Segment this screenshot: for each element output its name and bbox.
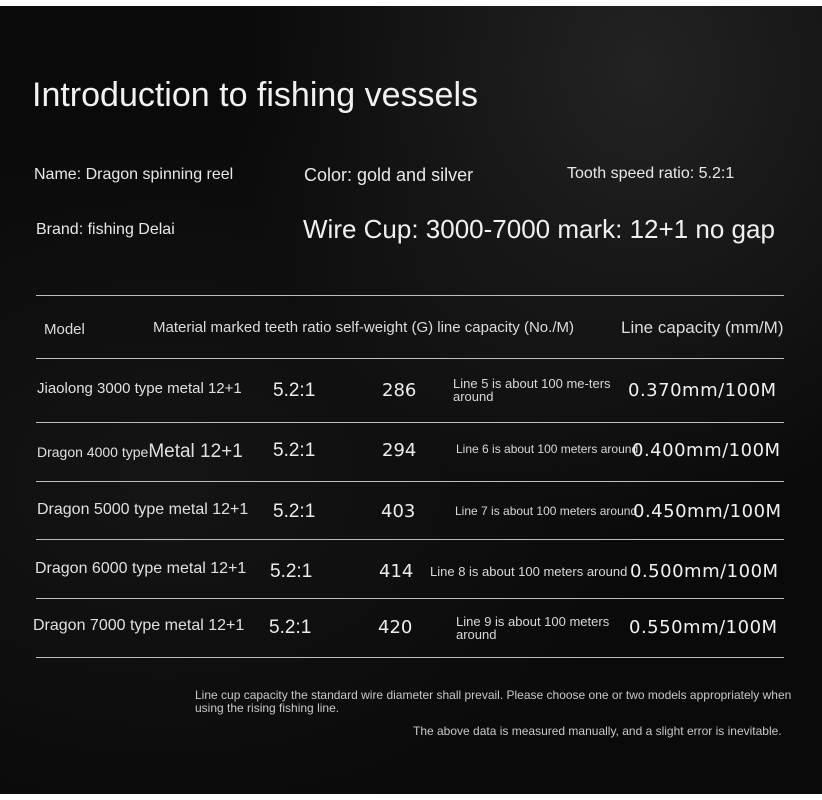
row-weight: 286: [382, 380, 417, 401]
info-wire-cup: Wire Cup: 3000-7000 mark: 12+1 no gap: [303, 214, 775, 244]
page-title: Introduction to fishing vessels: [32, 76, 479, 114]
row-model-suffix: Metal 12+1: [148, 441, 243, 462]
table-rule: [36, 358, 784, 359]
table-rule: [36, 422, 784, 423]
info-name: Name: Dragon spinning reel: [34, 166, 234, 183]
row-line-capacity: Line 7 is about 100 meters around: [455, 504, 638, 518]
table-rule-top: [36, 295, 784, 296]
row-model-prefix: Dragon 4000 type: [37, 444, 149, 460]
product-info-panel: [0, 6, 822, 794]
table-rule: [36, 598, 784, 599]
row-weight: 403: [381, 501, 416, 522]
note-measurement: The above data is measured manually, and a slight error is inevitable.: [413, 724, 782, 738]
row-weight: 414: [379, 561, 414, 582]
header-model: Model: [44, 321, 85, 338]
info-brand: Brand: fishing Delai: [36, 221, 175, 238]
row-ratio: 5.2:1: [273, 440, 316, 461]
row-weight: 420: [378, 617, 413, 638]
row-ratio: 5.2:1: [273, 380, 316, 401]
row-ratio: 5.2:1: [273, 501, 316, 522]
row-model: Dragon 5000 type metal 12+1: [37, 501, 249, 518]
table-rule-bottom: [36, 657, 784, 658]
row-model: Jiaolong 3000 type metal 12+1: [37, 380, 242, 397]
row-ratio: 5.2:1: [269, 617, 312, 638]
header-line-capacity-mm: Line capacity (mm/M): [621, 318, 784, 337]
table-rule: [36, 539, 784, 540]
row-mm: 0.550mm/100M: [629, 617, 778, 638]
row-model: Dragon 6000 type metal 12+1: [35, 560, 247, 577]
table-rule: [36, 481, 784, 482]
row-line-capacity: Line 9 is about 100 meters around: [456, 614, 610, 642]
info-color: Color: gold and silver: [304, 165, 474, 185]
info-tooth-speed: Tooth speed ratio: 5.2:1: [567, 165, 735, 182]
row-model: [37, 441, 243, 463]
row-ratio: 5.2:1: [270, 561, 313, 582]
row-line-capacity: Line 5 is about 100 me-ters around: [453, 376, 611, 404]
row-line-capacity: Line 8 is about 100 meters around: [430, 564, 628, 579]
header-specs: Material marked teeth ratio self-weight (G) line capacity (No./M): [153, 319, 574, 336]
row-model: Dragon 7000 type metal 12+1: [33, 617, 245, 634]
row-weight: 294: [382, 440, 417, 461]
note-line-capacity: Line cup capacity the standard wire diameter shall prevail. Please choose one or two models appropriately when using the rising fishing line.: [195, 688, 792, 715]
row-mm: 0.500mm/100M: [630, 561, 779, 582]
row-mm: 0.370mm/100M: [628, 380, 777, 401]
row-mm: 0.400mm/100M: [632, 440, 781, 461]
row-line-capacity: Line 6 is about 100 meters around: [456, 442, 639, 456]
row-mm: 0.450mm/100M: [633, 501, 782, 522]
